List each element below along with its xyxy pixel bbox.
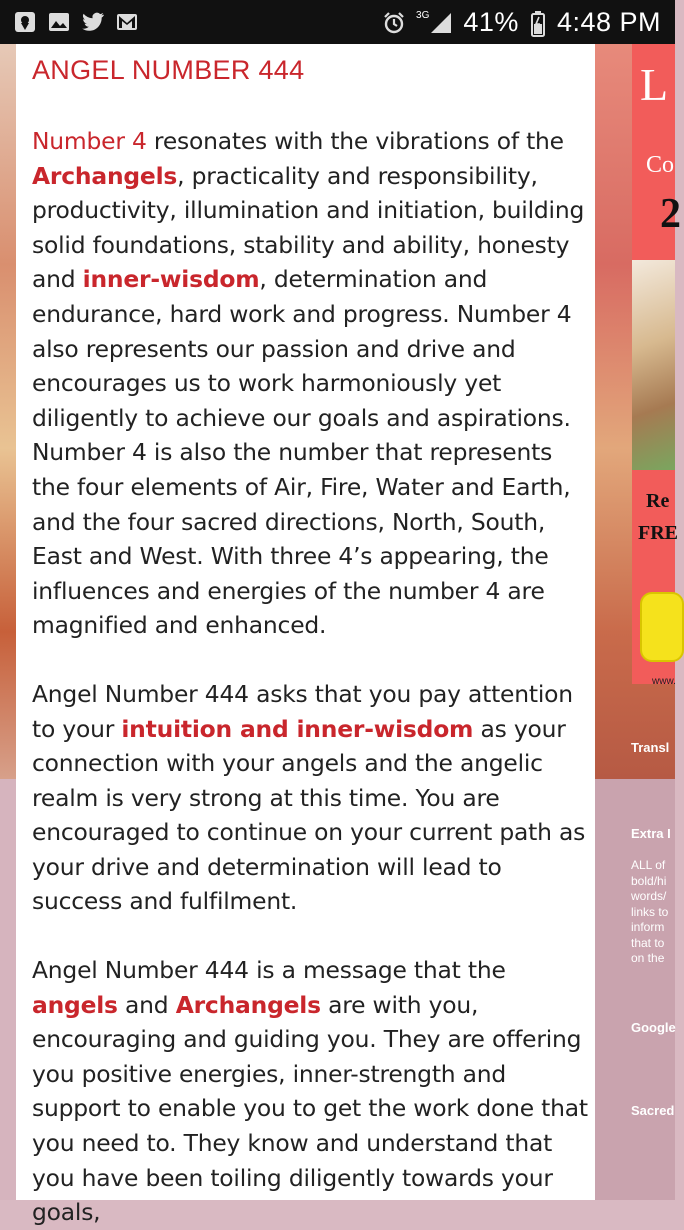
article-paragraph-2 — [32, 677, 595, 919]
article-paragraph-1 — [32, 124, 595, 643]
inner-wisdom-link[interactable]: inner-wisdom — [82, 265, 260, 294]
sidebar-sacred-widget-title[interactable]: Sacred — [631, 1103, 675, 1118]
status-bar-right — [382, 7, 661, 38]
image-icon — [48, 11, 70, 33]
sidebar-extra-line: that to — [631, 935, 665, 950]
sidebar-extra-line: bold/hi — [631, 873, 667, 888]
paragraph-text: as your connection with your angels and the angelic realm is very strong at this time. You are encouraged to continue on your current path as your drive and determination will lead to success and fulfilment. — [32, 714, 586, 916]
ad-photo[interactable] — [632, 260, 675, 470]
signal-icon — [429, 11, 451, 33]
paragraph-text: , practicality and responsibility, productivity, illumination and initiation, building solid foundations, stability and ability, honesty and — [32, 161, 585, 294]
gmail-icon — [116, 11, 138, 33]
sidebar-extra-info-body — [631, 858, 675, 967]
paragraph-text: Angel Number 444 asks that you pay attention to your — [32, 679, 573, 743]
sidebar-extra-info-title: Extra I — [631, 826, 671, 841]
paragraph-text: , determination and endurance, hard work and progress. Number 4 also represents our passion and drive and encourages us to work harmoniously yet diligently to achieve our goals and aspirations. Number 4 is also the number that represents the four elements of Air, Fire, Water and Earth, and the four sacred directions, North, South, East and West. With three 4’s appearing, the influences and energies of the number 4 are magnified and enhanced. — [32, 265, 572, 640]
sidebar — [595, 779, 675, 1200]
angels-link[interactable]: angels — [32, 990, 118, 1019]
battery-percentage: 41% — [463, 6, 519, 37]
article-content — [16, 44, 595, 1227]
network-type-label: 3G — [416, 9, 430, 21]
ad-subtext: Co — [646, 152, 675, 178]
paragraph-text: are with you, encouraging and guiding you. They are offering you positive energies, inner-strength and support to enable you to get the work done that you need to. They know and understand that you have been toiling diligently towards your goals, — [32, 990, 588, 1227]
ad-cta-button[interactable] — [640, 592, 684, 662]
page-background-art — [0, 44, 16, 779]
location-settings-icon — [14, 11, 36, 33]
sidebar-extra-line: inform — [631, 920, 665, 934]
status-bar — [0, 0, 675, 44]
intuition-link[interactable]: intuition and inner-wisdom — [121, 714, 474, 743]
twitter-icon — [82, 11, 104, 33]
sidebar-google-widget-title[interactable]: Google — [631, 1020, 676, 1035]
sidebar-extra-line: ALL of — [631, 858, 666, 872]
ad-url: www. — [652, 676, 676, 687]
number-4-link[interactable]: Number 4 — [32, 127, 147, 155]
sidebar-extra-line: links to — [631, 904, 669, 919]
battery-icon — [531, 11, 545, 33]
paragraph-text: and — [117, 990, 176, 1019]
translate-widget-label[interactable]: Transl — [631, 740, 670, 755]
article-paragraph-3 — [32, 953, 595, 1230]
sidebar-extra-line: on the — [631, 951, 665, 965]
alarm-icon — [382, 11, 404, 33]
archangels-link[interactable]: Archangels — [32, 161, 178, 190]
status-bar-left — [14, 11, 138, 33]
article-title: ANGEL NUMBER 444 — [32, 55, 305, 85]
ad-headline-letter: L — [640, 59, 669, 110]
paragraph-text: Angel Number 444 is a message that the — [32, 956, 506, 985]
clock: 4:48 PM — [556, 6, 661, 37]
sidebar-extra-line: words/ — [631, 889, 667, 903]
ad-free-text: FRE — [638, 522, 678, 544]
archangels-link-2[interactable]: Archangels — [175, 990, 321, 1019]
ad-number: 2 — [660, 191, 681, 237]
ad-register-text: Re — [646, 490, 670, 512]
paragraph-text: resonates with the vibrations of the — [146, 127, 564, 155]
